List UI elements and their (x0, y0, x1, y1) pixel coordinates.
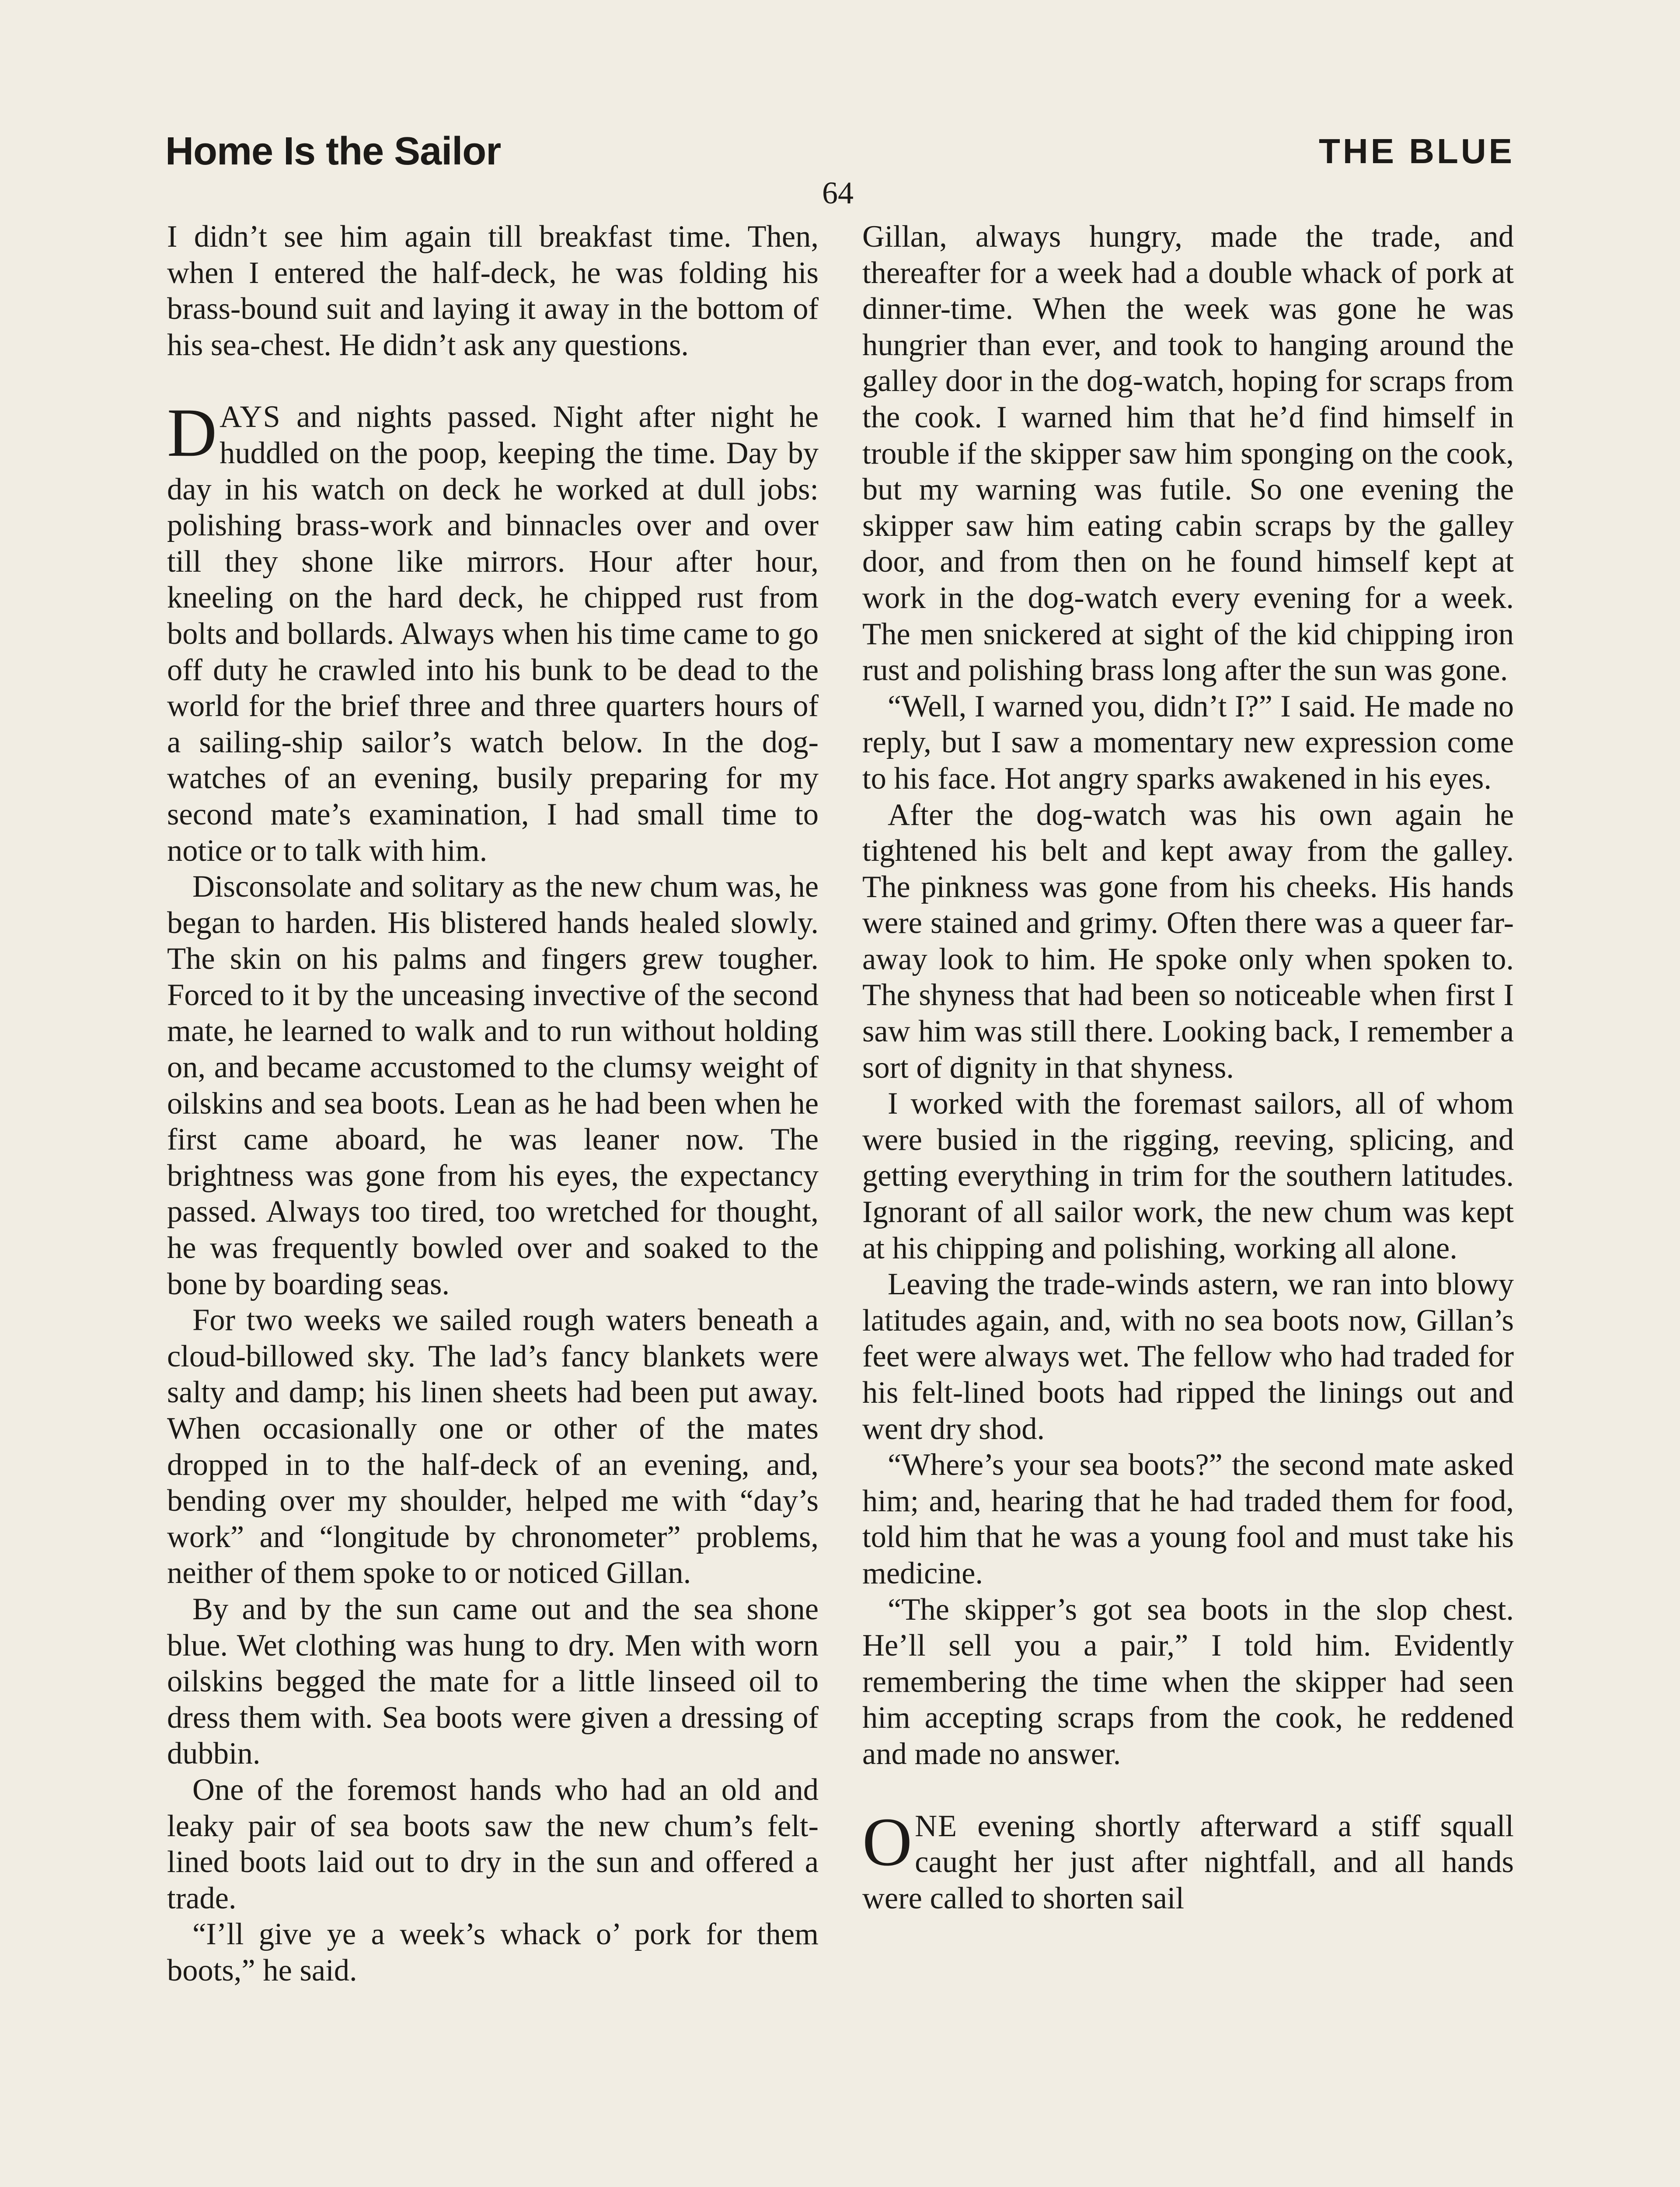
section-opening-paragraph (167, 395, 819, 869)
right-column (862, 219, 1514, 1916)
paragraph: For two weeks we sailed rough waters beneath a cloud-billowed sky. The lad’s fancy blankets were salty and damp; his linen sheets had been put away. When occasionally one or other of the mates dropped in to the half-deck of an evening, and, bending over my shoulder, helped me with “day’s work” and “longitude by chronometer” problems, neither of them spoke to or noticed Gillan. (167, 1303, 819, 1590)
paragraph: By and by the sun came out and the sea shone blue. Wet clothing was hung to dry. Men with worn oilskins begged the mate for a little linseed oil to dress them with. Sea boots were given a dressing of dubbin. (167, 1592, 819, 1771)
paragraph: I worked with the foremast sailors, all of whom were busied in the rigging, reeving, splicing, and getting everything in trim for the southern latitudes. Ignorant of all sailor work, the new chum was kept at his chipping and polishing, working all alone. (862, 1087, 1514, 1265)
paragraph: “The skipper’s got sea boots in the slop chest. He’ll sell you a pair,” I told him. Evidently remembering the time when the skipper had seen him accepting scraps from the cook, he reddened and made no answer. (862, 1592, 1514, 1771)
paragraph: Leaving the trade-winds astern, we ran into blowy latitudes again, and, with no sea boots now, Gillan’s feet were always wet. The fellow who had traded for his felt-lined boots had ripped the linings out and went dry shod. (862, 1267, 1514, 1446)
story-title: Home Is the Sailor (165, 129, 501, 173)
page-number: 64 (822, 175, 854, 210)
left-column (167, 219, 819, 1989)
lead-in-text: and nights passed. Night after (281, 400, 695, 434)
drop-cap: O (862, 1803, 913, 1880)
paragraph: “I’ll give ye a week’s whack o’ pork for them boots,” he said. (167, 1917, 819, 1988)
paragraph: “Where’s your sea boots?” the second mate asked him; and, hearing that he had traded them for food, told him that he was a young fool and must take his medicine. (862, 1448, 1514, 1590)
paragraph: Gillan, always hungry, made the trade, and thereafter for a week had a double whack of pork at dinner-time. When the week was gone he was hungrier than ever, and took to hanging around the galley door in the dog-watch, hoping for scraps from the cook. I warned him that he’d find himself in trouble if the skipper saw him sponging on the cook, but my warning was futile. So one evening the skipper saw him eating cabin scraps by the galley door, and from then on he found himself kept at work in the dog-watch every evening for a week. The men snickered at sight of the kid chipping iron rust and polishing brass long after the sun was gone. (862, 220, 1514, 688)
magazine-name: THE BLUE (1319, 132, 1515, 171)
small-caps-lead: AYS (220, 400, 281, 434)
lead-in-text: evening shortly afterward a stiff squall caught her just after nightfall, and all hands were called to shorten sail (862, 1809, 1514, 1915)
paragraph: After the dog-watch was his own again he tightened his belt and kept away from the galley. The pinkness was gone from his cheeks. His hands were stained and grimy. Often there was a queer far-away look to him. He spoke only when spoken to. The shyness that had been so noticeable when first I saw him was still there. Looking back, I remember a sort of dignity in that shyness. (862, 797, 1514, 1085)
paragraph: One of the foremost hands who had an old and leaky pair of sea boots saw the new chum’s felt-lined boots laid out to dry in the sun and offered a trade. (167, 1772, 819, 1915)
section-opening-paragraph (862, 1803, 1514, 1917)
small-caps-lead: NE (915, 1809, 958, 1843)
paragraph: I didn’t see him again till breakfast time. Then, when I entered the half-deck, he was folding his brass-bound suit and laying it away in the bottom of his sea-chest. He didn’t ask any questions. (167, 220, 819, 362)
paragraph: Disconsolate and solitary as the new chum was, he began to harden. His blistered hands healed slowly. The skin on his palms and fingers grew tougher. Forced to it by the unceasing invective of the second mate, he learned to walk and to run without holding on, and became accustomed to the clumsy weight of oilskins and sea boots. Lean as he had been when he first came aboard, he was leaner now. The brightness was gone from his eyes, the expectancy passed. Always too tired, too wretched for thought, he was frequently bowled over and soaked to the bone by boarding seas. (167, 870, 819, 1301)
paragraph-continuation: night he huddled on the poop, keeping the time. Day by day in his watch on deck he worked at dull jobs: polishing brass-work and binnacles over and over till they shone like mirrors. Hour after hour, kneeling on the hard deck, he chipped rust from bolts and bollards. Always when his time came to go off duty he crawled into his bunk to be dead to the world for the brief three and three quarters hours of a sailing-ship sailor’s watch below. In the dog-watches of an evening, busily preparing for my second mate’s examination, I had small time to notice or to talk with him. (167, 400, 819, 868)
paragraph: “Well, I warned you, didn’t I?” I said. He made no reply, but I saw a momentary new expression come to his face. Hot angry sparks awakened in his eyes. (862, 689, 1514, 796)
drop-cap: D (167, 395, 217, 472)
